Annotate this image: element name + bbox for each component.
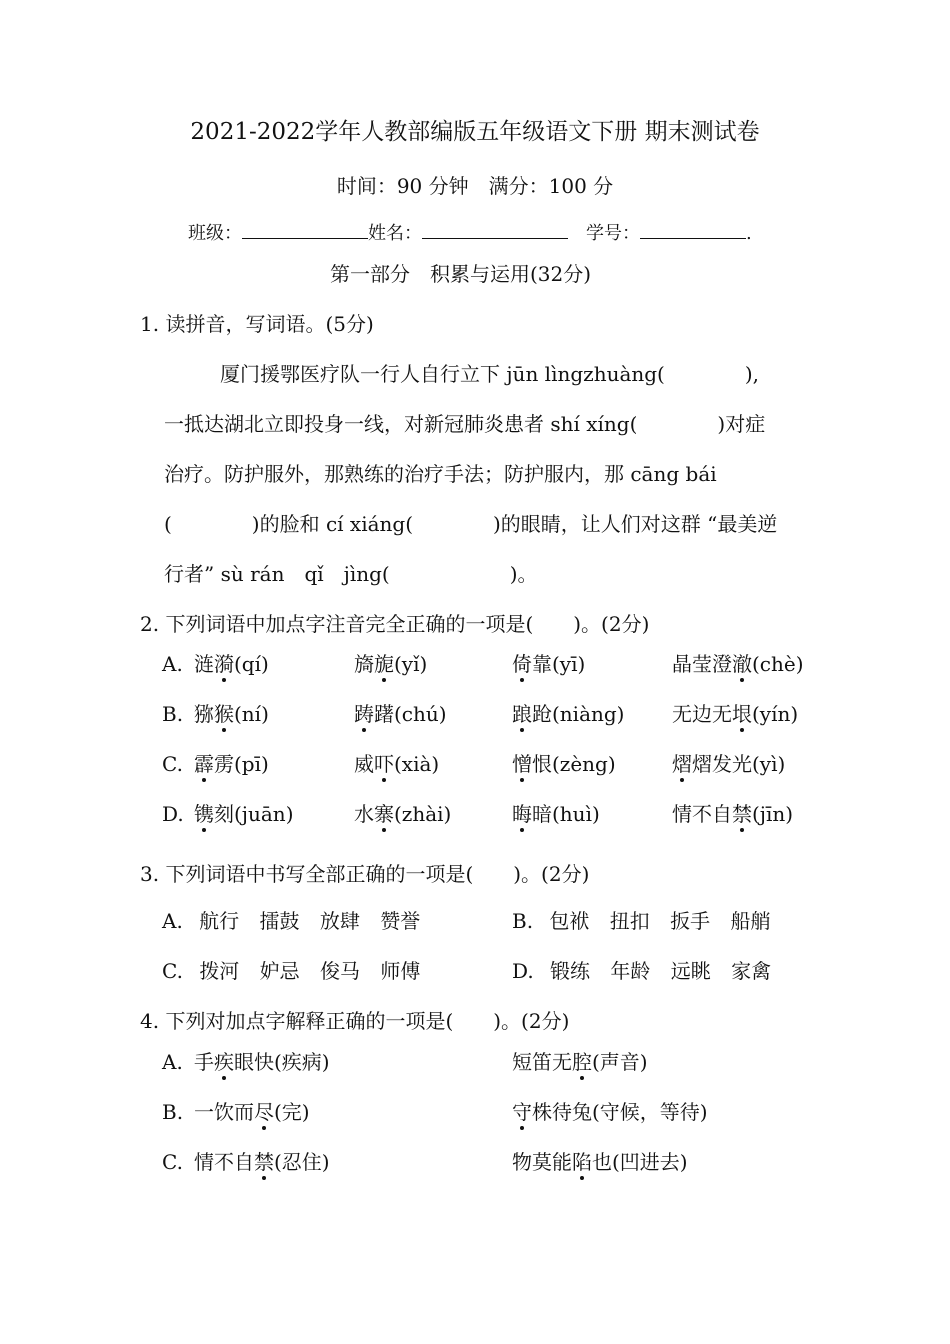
q3-option-d	[512, 957, 771, 985]
dotted-char: 腔	[572, 1050, 592, 1074]
word-suffix: (忍住)	[274, 1150, 330, 1174]
class-blank	[242, 220, 368, 239]
dotted-char: 尽	[254, 1100, 274, 1124]
word-suffix: (qí)	[234, 652, 269, 676]
word: 远眺	[670, 959, 711, 983]
option-item	[194, 750, 269, 778]
word: 航行	[199, 909, 240, 933]
option-item	[512, 650, 585, 678]
q4-stem: 4. 下列对加点字解释正确的一项是( )。(2分)	[140, 1009, 570, 1033]
word-prefix: 晶莹澄	[672, 652, 732, 676]
q3-stem: 3. 下列词语中书写全部正确的一项是( )。(2分)	[140, 862, 590, 886]
id-label: 学号：	[586, 223, 640, 244]
word-suffix: 熠发光(yì)	[692, 752, 786, 776]
word-suffix: (声音)	[592, 1050, 648, 1074]
option-label: B.	[162, 1100, 184, 1124]
dotted-char: 倚	[512, 652, 532, 676]
word: 船艄	[730, 909, 771, 933]
word-prefix: 威	[354, 752, 374, 776]
option-label: D.	[162, 802, 184, 826]
option-item	[512, 1048, 648, 1076]
word-prefix: 物莫能	[512, 1150, 572, 1174]
word-suffix: 眼快(疾病)	[234, 1050, 330, 1074]
q3-option-c	[162, 957, 420, 985]
word-prefix: 手	[194, 1050, 214, 1074]
word-suffix: (chè)	[752, 652, 804, 676]
option-label: C.	[162, 1150, 183, 1174]
option-item	[512, 750, 616, 778]
q1-line: ( )的脸和 cí xiáng( )的眼睛，让人们对这群 “最美逆	[164, 512, 778, 536]
word-prefix: 水	[354, 802, 374, 826]
student-fields	[188, 220, 752, 248]
word-suffix: 株待兔(守候，等待)	[532, 1100, 708, 1124]
dotted-char: 垠	[732, 702, 752, 726]
option-label: A.	[162, 652, 183, 676]
option-label: A.	[162, 909, 183, 933]
page-title: 2021-2022学年人教部编版五年级语文下册 期末测试卷	[190, 119, 760, 145]
word: 妒忌	[259, 959, 300, 983]
word-suffix: (ní)	[234, 702, 269, 726]
word: 俊马	[320, 959, 361, 983]
option-item	[194, 1048, 330, 1076]
word-suffix: (xià)	[394, 752, 440, 776]
word-suffix: 雳(pī)	[214, 752, 269, 776]
word-suffix: (完)	[274, 1100, 310, 1124]
dotted-char: 踉	[512, 702, 532, 726]
option-label: C.	[162, 752, 183, 776]
word: 师傅	[380, 959, 421, 983]
q3-option-b	[512, 907, 771, 935]
dotted-char: 晦	[512, 802, 532, 826]
word-prefix: 旖	[354, 652, 374, 676]
option-item	[194, 1098, 310, 1126]
dotted-char: 踌	[354, 702, 374, 726]
dotted-char: 吓	[374, 752, 394, 776]
option-label: B.	[512, 909, 534, 933]
q1-line: 一抵达湖北立即投身一线，对新冠肺炎患者 shí xíng( )对症	[164, 412, 766, 436]
q3-option-a	[162, 907, 420, 935]
q2-stem: 2. 下列词语中加点字注音完全正确的一项是( )。(2分)	[140, 612, 650, 636]
option-label: D.	[512, 959, 534, 983]
word-suffix: (zhài)	[394, 802, 452, 826]
option-item	[354, 750, 439, 778]
dotted-char: 寨	[374, 802, 394, 826]
option-item	[354, 700, 447, 728]
word: 锻练	[550, 959, 591, 983]
dotted-char: 漪	[214, 652, 234, 676]
word-prefix: 无边无	[672, 702, 732, 726]
id-blank	[640, 220, 746, 239]
option-item	[512, 1148, 688, 1176]
dotted-char: 澈	[732, 652, 752, 676]
option-item	[672, 700, 798, 728]
dotted-char: 禁	[254, 1150, 274, 1174]
word: 包袱	[549, 909, 590, 933]
q1-stem: 1. 读拼音，写词语。(5分)	[140, 312, 374, 336]
dotted-char: 猴	[214, 702, 234, 726]
q1-line: 治疗。防护服外，那熟练的治疗手法；防护服内，那 cāng bái	[164, 462, 717, 486]
dotted-char: 疾	[214, 1050, 234, 1074]
option-item	[194, 700, 269, 728]
word-suffix: 靠(yī)	[532, 652, 586, 676]
word-suffix: 刻(juān)	[214, 802, 294, 826]
dotted-char: 霹	[194, 752, 214, 776]
option-item	[672, 800, 793, 828]
fields-end: .	[746, 223, 752, 244]
word-prefix: 涟	[194, 652, 214, 676]
name-label: 姓名：	[368, 223, 422, 244]
word-prefix: 情不自	[194, 1150, 254, 1174]
option-item	[512, 1098, 708, 1126]
word-suffix: (yín)	[752, 702, 799, 726]
dotted-char: 旎	[374, 652, 394, 676]
exam-info: 时间：90 分钟 满分：100 分	[336, 174, 614, 198]
word: 年龄	[610, 959, 651, 983]
option-item	[194, 1148, 330, 1176]
option-item	[354, 800, 451, 828]
word-prefix: 情不自	[672, 802, 732, 826]
word-prefix: 一饮而	[194, 1100, 254, 1124]
word-suffix: (yǐ)	[394, 652, 428, 676]
option-item	[672, 750, 785, 778]
word: 擂鼓	[259, 909, 300, 933]
dotted-char: 守	[512, 1100, 532, 1124]
word: 家禽	[731, 959, 772, 983]
dotted-char: 熠	[672, 752, 692, 776]
word: 放肆	[319, 909, 360, 933]
word-suffix: 跄(niàng)	[532, 702, 625, 726]
class-label: 班级：	[188, 223, 242, 244]
word-suffix: 暗(huì)	[532, 802, 600, 826]
word: 扳手	[670, 909, 711, 933]
word: 扭扣	[609, 909, 650, 933]
option-item	[512, 700, 625, 728]
name-blank	[422, 220, 568, 239]
option-item	[194, 650, 269, 678]
option-item	[672, 650, 804, 678]
q1-line: 行者” sù rán qǐ jìng( )。	[164, 562, 538, 586]
word-suffix: (jīn)	[752, 802, 794, 826]
word: 拨河	[199, 959, 240, 983]
dotted-char: 陷	[572, 1150, 592, 1174]
option-item	[512, 800, 600, 828]
word-prefix: 猕	[194, 702, 214, 726]
dotted-char: 镌	[194, 802, 214, 826]
dotted-char: 憎	[512, 752, 532, 776]
option-label: B.	[162, 702, 184, 726]
option-item	[354, 650, 427, 678]
dotted-char: 禁	[732, 802, 752, 826]
section-title: 第一部分 积累与运用(32分)	[330, 262, 592, 286]
option-label: A.	[162, 1050, 183, 1074]
option-label: C.	[162, 959, 183, 983]
word-suffix: 恨(zèng)	[532, 752, 616, 776]
q1-line: 厦门援鄂医疗队一行人自行立下 jūn lìngzhuàng( ),	[220, 362, 760, 386]
word-prefix: 短笛无	[512, 1050, 572, 1074]
word-suffix: 也(凹进去)	[592, 1150, 688, 1174]
option-item	[194, 800, 294, 828]
word-suffix: 躇(chú)	[374, 702, 447, 726]
word: 赞誉	[380, 909, 421, 933]
